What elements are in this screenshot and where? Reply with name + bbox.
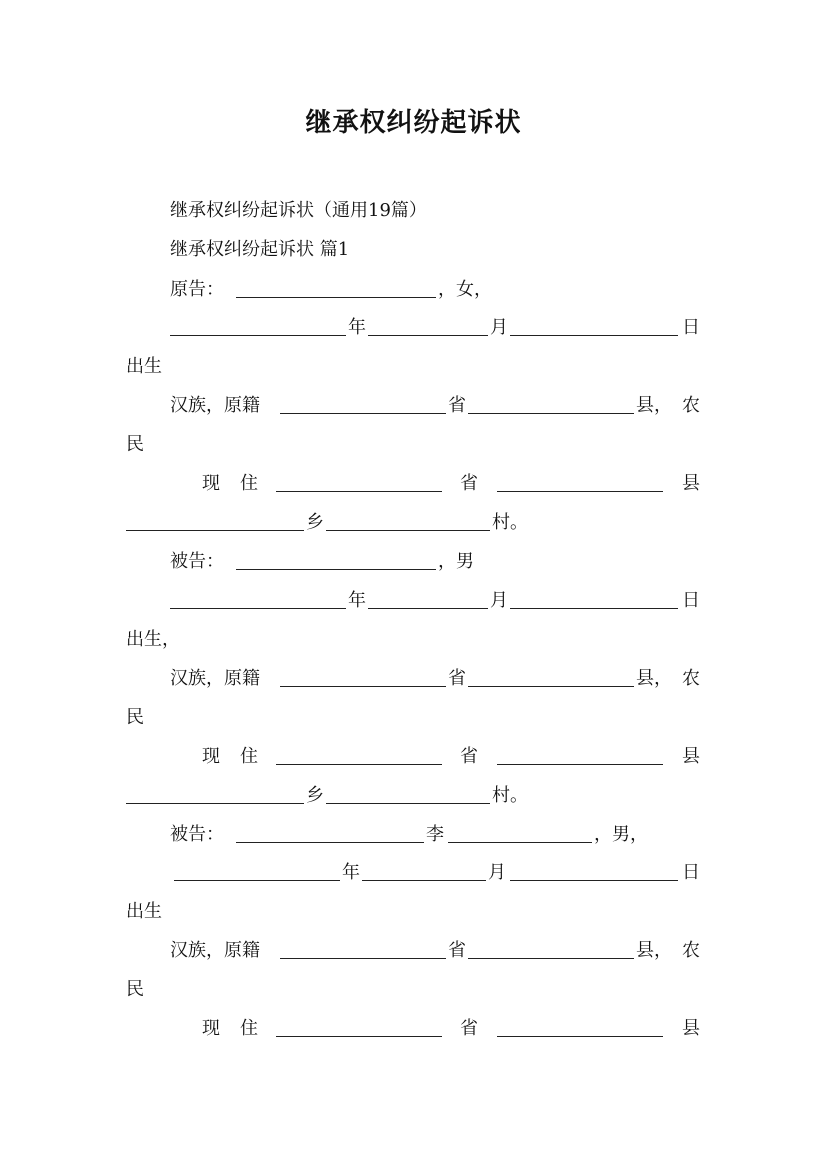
defendant1-address-tail: [0, 781, 827, 811]
month-label: 月: [488, 862, 506, 883]
plaintiff-origin-line: [0, 391, 827, 421]
address-province-blank[interactable]: [276, 491, 442, 492]
plaintiff-origin-tail: [0, 430, 827, 460]
township-label: 乡: [306, 512, 324, 533]
defendant1-line: [0, 547, 827, 577]
plaintiff-gender: ，女，: [438, 279, 492, 300]
plaintiff-label: 原告：: [170, 279, 224, 300]
birth-year-blank[interactable]: [174, 880, 340, 881]
county-label: 县，: [636, 395, 672, 416]
defendant1-origin-line: [0, 664, 827, 694]
current-label: 现: [202, 1018, 220, 1039]
address-township-blank[interactable]: [126, 803, 304, 804]
subtitle-line: [0, 196, 827, 226]
province-label: 省: [448, 940, 466, 961]
occupation-label: 农: [682, 668, 700, 689]
village-label: 村。: [492, 785, 528, 806]
address-county-blank[interactable]: [497, 1036, 663, 1037]
address-county-blank[interactable]: [497, 764, 663, 765]
plaintiff-birth-tail: [0, 352, 827, 382]
province-label: 省: [448, 395, 466, 416]
defendant2-surname: 李: [426, 824, 444, 845]
origin-province-blank[interactable]: [280, 958, 446, 959]
defendant2-name-blank[interactable]: [236, 842, 424, 843]
year-label: 年: [348, 317, 366, 338]
defendant2-origin-line: [0, 936, 827, 966]
birth-month-blank[interactable]: [362, 880, 486, 881]
defendant1-address-line: [0, 742, 827, 772]
day-label: 日: [682, 590, 700, 611]
province-label: 省: [460, 473, 478, 494]
township-label: 乡: [306, 785, 324, 806]
address-village-blank[interactable]: [326, 803, 490, 804]
birth-label: 出生: [126, 356, 162, 377]
occupation-tail: 民: [126, 707, 144, 728]
defendant1-origin-tail: [0, 703, 827, 733]
birth-label: 出生: [126, 901, 162, 922]
birth-label: 出生，: [126, 629, 180, 650]
address-village-blank[interactable]: [326, 530, 490, 531]
birth-day-blank[interactable]: [510, 608, 678, 609]
birth-month-blank[interactable]: [368, 608, 488, 609]
month-label: 月: [490, 590, 508, 611]
origin-county-blank[interactable]: [468, 413, 634, 414]
day-label: 日: [682, 317, 700, 338]
plaintiff-name-blank[interactable]: [236, 297, 436, 298]
occupation-tail: 民: [126, 434, 144, 455]
current-label: 现: [202, 746, 220, 767]
defendant1-gender: ，男: [438, 551, 474, 572]
birth-year-blank[interactable]: [170, 335, 346, 336]
month-label: 月: [490, 317, 508, 338]
county-label: 县: [682, 746, 700, 767]
defendant2-birth-tail: [0, 897, 827, 927]
defendant-label: 被告：: [170, 824, 224, 845]
defendant1-birth-line: [0, 586, 827, 616]
origin-province-blank[interactable]: [280, 686, 446, 687]
defendant2-birth-line: [0, 858, 827, 888]
plaintiff-address-line: [0, 469, 827, 499]
origin-county-blank[interactable]: [468, 958, 634, 959]
birth-day-blank[interactable]: [510, 880, 678, 881]
province-label: 省: [460, 746, 478, 767]
defendant2-origin-tail: [0, 975, 827, 1005]
occupation-label: 农: [682, 395, 700, 416]
birth-year-blank[interactable]: [170, 608, 346, 609]
province-label: 省: [448, 668, 466, 689]
plaintiff-line: [0, 275, 827, 305]
day-label: 日: [682, 862, 700, 883]
origin-county-blank[interactable]: [468, 686, 634, 687]
occupation-tail: 民: [126, 979, 144, 1000]
origin-province-blank[interactable]: [280, 413, 446, 414]
county-label: 县，: [636, 668, 672, 689]
defendant1-birth-tail: [0, 625, 827, 655]
address-township-blank[interactable]: [126, 530, 304, 531]
ethnicity-origin-label: 汉族，原籍: [170, 940, 260, 961]
live-label: 住: [240, 1018, 258, 1039]
village-label: 村。: [492, 512, 528, 533]
ethnicity-origin-label: 汉族，原籍: [170, 395, 260, 416]
ethnicity-origin-label: 汉族，原籍: [170, 668, 260, 689]
subtitle-text: 继承权纠纷起诉状（通用19篇）: [170, 200, 427, 221]
occupation-label: 农: [682, 940, 700, 961]
defendant-label: 被告：: [170, 551, 224, 572]
section-heading-line: [0, 235, 827, 265]
current-label: 现: [202, 473, 220, 494]
birth-day-blank[interactable]: [510, 335, 678, 336]
section-heading: 继承权纠纷起诉状 篇1: [170, 239, 350, 260]
defendant2-address-line: [0, 1014, 827, 1044]
live-label: 住: [240, 473, 258, 494]
address-county-blank[interactable]: [497, 491, 663, 492]
plaintiff-birth-line: [0, 313, 827, 343]
plaintiff-address-tail: [0, 508, 827, 538]
year-label: 年: [342, 862, 360, 883]
defendant2-line: [0, 820, 827, 850]
address-province-blank[interactable]: [276, 1036, 442, 1037]
document-title: 继承权纠纷起诉状: [305, 108, 522, 138]
address-province-blank[interactable]: [276, 764, 442, 765]
county-label: 县: [682, 1018, 700, 1039]
province-label: 省: [460, 1018, 478, 1039]
defendant1-name-blank[interactable]: [236, 569, 436, 570]
birth-month-blank[interactable]: [368, 335, 488, 336]
defendant2-gender: ，男，: [594, 824, 648, 845]
live-label: 住: [240, 746, 258, 767]
county-label: 县，: [636, 940, 672, 961]
county-label: 县: [682, 473, 700, 494]
year-label: 年: [348, 590, 366, 611]
defendant2-given-blank[interactable]: [448, 842, 592, 843]
